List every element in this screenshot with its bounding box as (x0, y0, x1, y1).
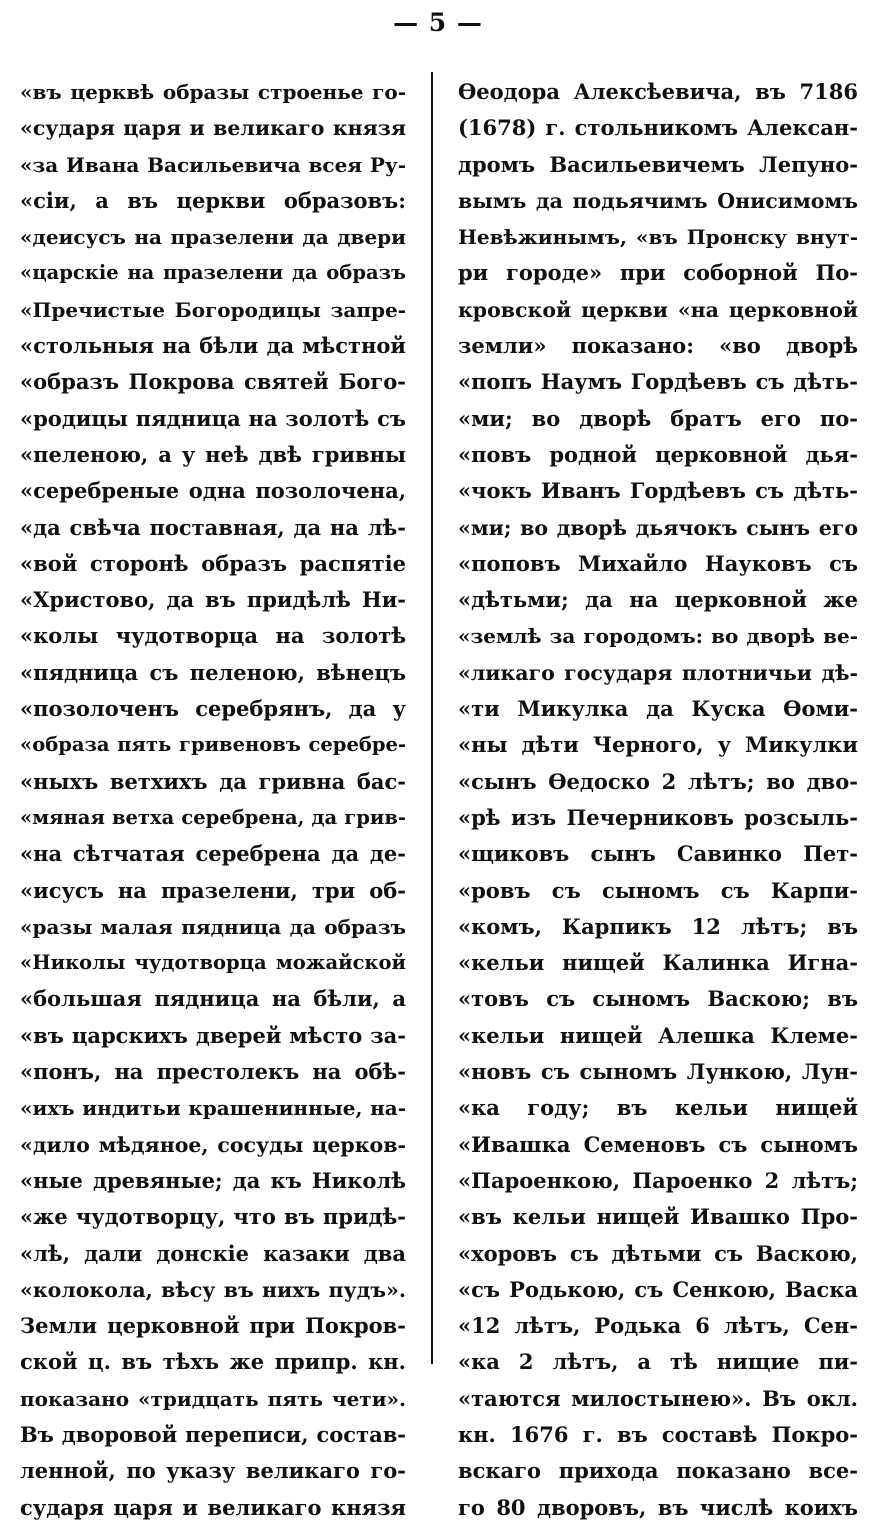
text-line: «образа пять гривеновъ серебре- (20, 733, 406, 757)
text-line: «рѣ изъ Печерниковъ розсыль- (458, 804, 858, 830)
text-line: «съ Родькою, съ Сенкою, Васка (458, 1276, 858, 1302)
text-line: вымъ да подьячимъ Онисимомъ (458, 188, 858, 213)
text-line: «царскіе на празелени да образъ (20, 261, 406, 285)
text-line: показано «тридцать пять чети». (20, 1386, 406, 1411)
text-line: «кельи нищей Алешка Клеме- (458, 1022, 858, 1048)
text-line: «попъ Наумъ Гордѣевъ съ дѣть- (458, 369, 858, 395)
text-line: «да свѣча поставная, да на лѣ- (20, 514, 406, 540)
text-line: «ликаго государя плотничьи дѣ- (458, 660, 858, 685)
text-line: «щиковъ сынъ Савинко Пет- (458, 841, 858, 867)
text-line: «пеленою, а у неѣ двѣ гривны (20, 441, 406, 467)
text-line: сударя царя и великаго князя (20, 1494, 406, 1520)
text-line: «сударя царя и великаго князя (20, 116, 406, 141)
text-line: дромъ Васильевичемъ Лепуно- (458, 151, 858, 177)
text-line: «ка году; въ кельи нищей (458, 1095, 858, 1121)
text-line: «ровъ съ сыномъ съ Карпи- (458, 877, 858, 903)
text-line: «колокола, вѣсу въ нихъ пудъ». (20, 1277, 406, 1302)
text-line: «родицы пядница на золотѣ съ (20, 405, 406, 431)
text-line: Невѣжинымъ, «въ Пронску внут- (458, 225, 858, 250)
text-line: ленной, по указу великаго го- (20, 1458, 406, 1484)
text-line: «ныхъ ветхихъ да гривна бас- (20, 768, 406, 794)
text-line: Въ дворовой переписи, состав- (20, 1421, 406, 1447)
text-line: «кельи нищей Калинка Игна- (458, 950, 858, 976)
text-line: «въ царскихъ дверей мѣсто за- (20, 1022, 406, 1048)
text-line: кровской церкви «на церковной (458, 297, 858, 322)
page-number: — 5 — (393, 8, 483, 37)
text-line: «ми; во дворѣ дьячокъ сынъ его (458, 515, 858, 540)
left-text-column (20, 74, 406, 1526)
text-line: «12 лѣтъ, Родька 6 лѣтъ, Сен- (458, 1313, 858, 1339)
text-line: «товъ съ сыномъ Васкою; въ (458, 986, 858, 1012)
text-line: «на сѣтчатая серебрена да де- (20, 841, 406, 867)
text-line: «ми; во дворѣ братъ его по- (458, 405, 858, 431)
text-line: «таются милостынею». Въ окл. (458, 1385, 858, 1411)
text-line: «исусъ на празелени, три об- (20, 877, 406, 903)
text-line: ри городе» при соборной По- (458, 260, 858, 286)
text-line: «позолоченъ серебрянъ, да у (20, 696, 406, 722)
text-line: вскаго прихода показано все- (458, 1458, 858, 1484)
text-line: (1678) г. стольникомъ Алексан- (458, 115, 858, 141)
text-line: «лѣ, дали донскіе казаки два (20, 1240, 406, 1266)
text-line: «дило мѣдяное, сосуды церков- (20, 1132, 406, 1157)
text-line: «за Ивана Васильевича всея Ру- (20, 152, 406, 177)
right-text-column (458, 74, 858, 1526)
text-line: «Николы чудотворца можайской (20, 951, 406, 975)
column-divider (431, 72, 433, 1364)
text-line: «въ церквѣ образы строенье го- (20, 80, 406, 104)
text-line: «мяная ветха серебрена, да грив- (20, 805, 406, 829)
text-line: «ные древяные; да къ Николѣ (20, 1167, 406, 1193)
text-line: «образъ Покрова святей Бого- (20, 369, 406, 395)
text-line: «стольныя на бѣли да мѣстной (20, 333, 406, 359)
text-line: «чокъ Иванъ Гордѣевъ съ дѣть- (458, 478, 858, 504)
text-line: «сынъ Ѳедоско 2 лѣтъ; во дво- (458, 768, 858, 794)
text-line: «Христово, да въ придѣлѣ Ни- (20, 587, 406, 613)
text-line: Земли церковной при Покров- (20, 1313, 406, 1339)
text-line: «ихъ индитьи крашенинные, на- (20, 1096, 406, 1121)
text-line: «Пароенкою, Пароенко 2 лѣтъ; (458, 1167, 858, 1193)
text-line: «новъ съ сыномъ Лункою, Лун- (458, 1059, 858, 1085)
text-line: кн. 1676 г. въ составѣ Покро- (458, 1421, 858, 1447)
text-line: «въ кельи нищей Ивашко Про- (458, 1204, 858, 1230)
text-line: «колы чудотворца на золотѣ (20, 623, 406, 649)
text-line: го 80 дворовъ, въ числѣ коихъ (458, 1494, 858, 1520)
text-line: ской ц. въ тѣхъ же припр. кн. (20, 1349, 406, 1375)
text-line: «серебреные одна позолочена, (20, 478, 406, 504)
text-line: «большая пядница на бѣли, а (20, 986, 406, 1012)
text-line: «землѣ за городомъ: во дворѣ ве- (458, 624, 858, 649)
text-line: «деисусъ на празелени да двери (20, 225, 406, 250)
text-line: «Пречистые Богородицы запре- (20, 297, 406, 322)
text-line: «Ивашка Семеновъ съ сыномъ (458, 1131, 858, 1157)
text-line: «вой сторонѣ образъ распятіе (20, 550, 406, 576)
text-line: «ти Микулка да Куска Ѳоми- (458, 696, 858, 722)
text-line: Ѳеодора Алексѣевича, въ 7186 (458, 79, 858, 104)
text-line: «поповъ Михайло Науковъ съ (458, 550, 858, 576)
text-line: «дѣтьми; да на церковной же (458, 587, 858, 613)
text-line: «ны дѣти Черного, у Микулки (458, 732, 858, 758)
text-line: «сіи, а въ церкви образовъ: (20, 187, 406, 213)
text-line: «понъ, на престолекъ на обѣ- (20, 1059, 406, 1085)
text-line: «повъ родной церковной дья- (458, 441, 858, 467)
text-line: «же чудотворцу, что въ придѣ- (20, 1204, 406, 1230)
text-line: земли» показано: «во дворѣ (458, 333, 858, 359)
text-line: «комъ, Карпикъ 12 лѣтъ; въ (458, 913, 858, 939)
text-line: «пядница съ пеленою, вѣнецъ (20, 659, 406, 685)
text-line: «ка 2 лѣтъ, а тѣ нищие пи- (458, 1349, 858, 1375)
text-line: «хоровъ съ дѣтьми съ Васкою, (458, 1240, 858, 1266)
text-line: «разы малая пядница да образъ (20, 914, 406, 939)
